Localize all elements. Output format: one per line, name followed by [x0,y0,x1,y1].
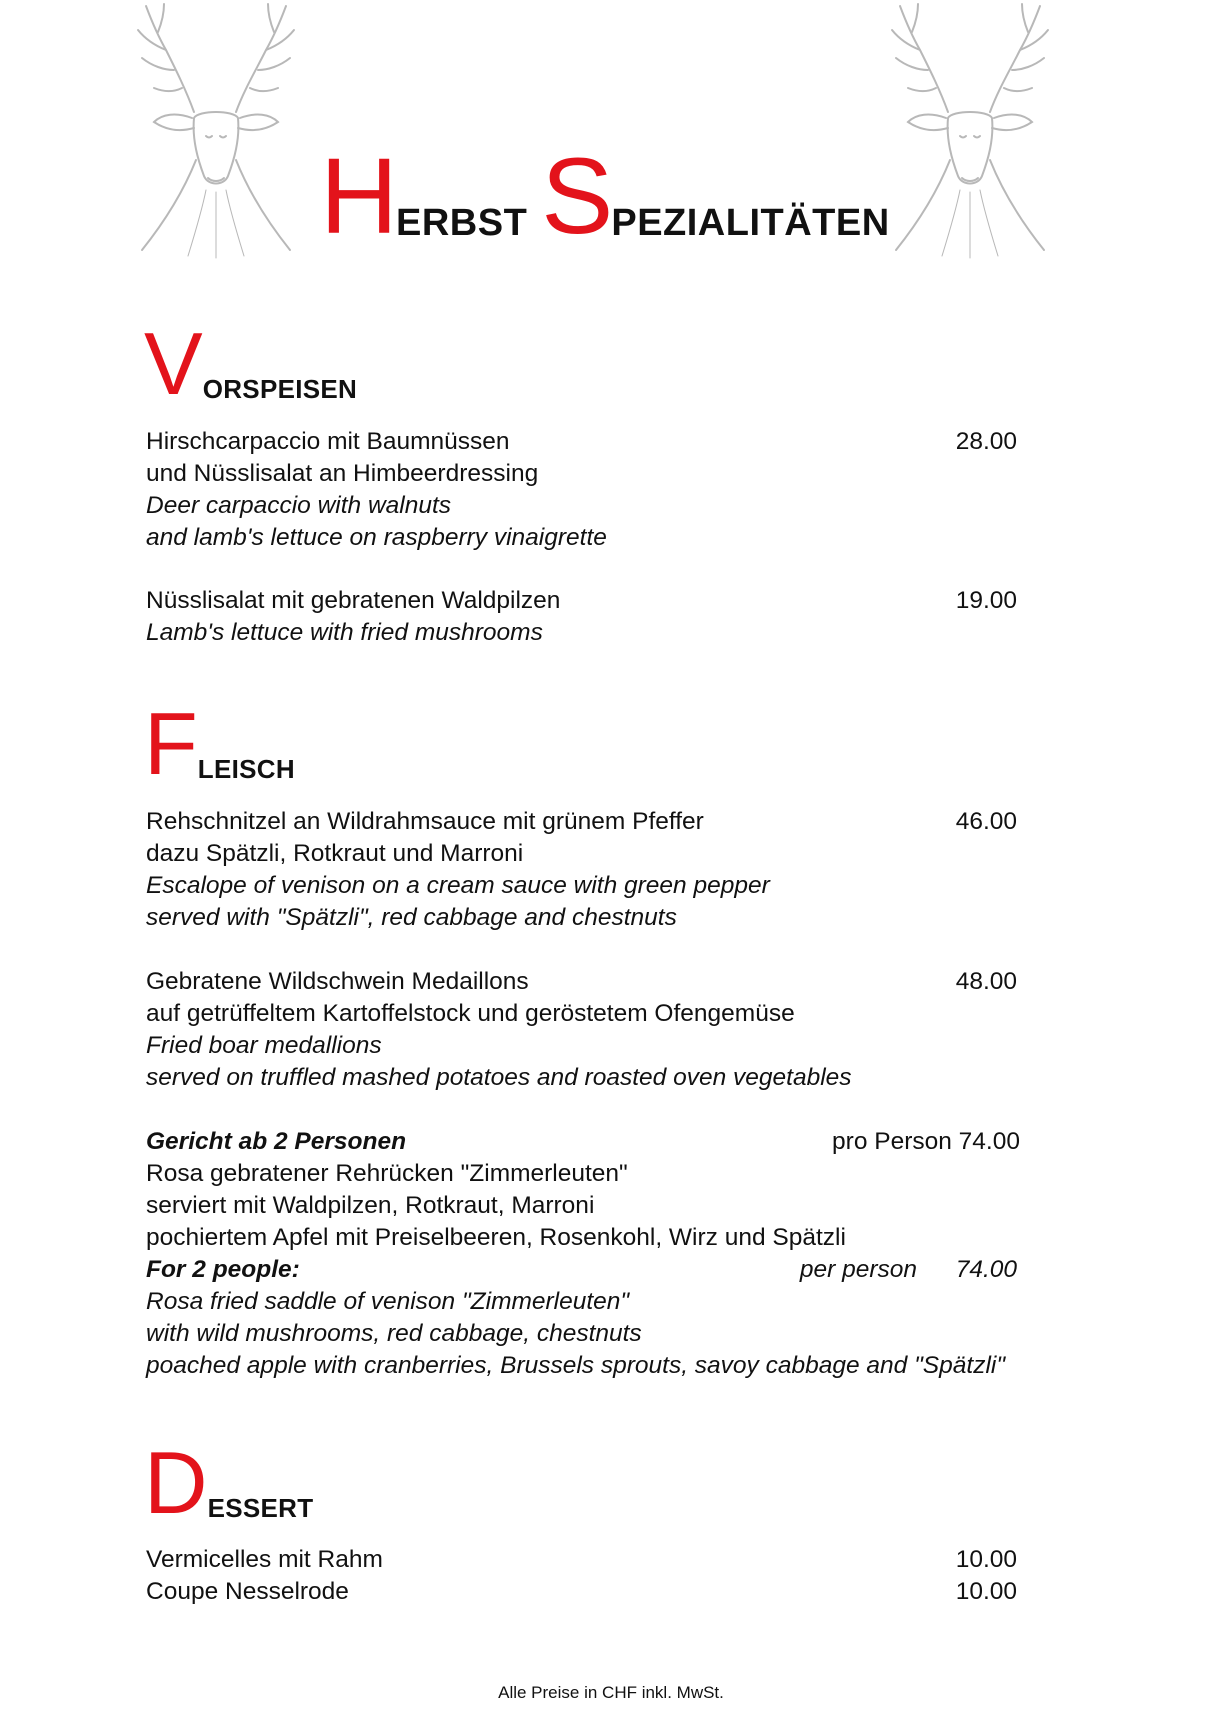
section-heading-vorspeisen [144,314,358,413]
item-desc-en: served on truffled mashed potatoes and roasted oven vegetables [146,1064,852,1091]
item-desc-de: dazu Spätzli, Rotkraut und Marroni [146,840,524,867]
item-price: 10.00 [955,1546,1017,1573]
section-title: LEISCH [197,754,295,784]
page-title [320,135,890,256]
item-desc-de: und Nüsslisalat an Himbeerdressing [146,460,539,487]
section-initial: F [144,694,198,793]
price-footnote: Alle Preise in CHF inkl. MwSt. [498,1683,724,1702]
deer-head-sketch-icon [890,0,1050,262]
item-price: 10.00 [955,1578,1017,1605]
item-name-en: Deer carpaccio with walnuts [146,492,452,519]
item-name-en: Fried boar medallions [146,1032,382,1059]
item-name-de: Gebratene Wildschwein Medaillons [146,968,529,995]
item-heading-en: For 2 people: [146,1256,300,1283]
item-price: 46.00 [955,808,1017,835]
title-initial-h: H [320,135,396,256]
item-desc-de-3: pochiertem Apfel mit Preiselbeeren, Rosenkohl, Wirz und Spätzli [146,1224,846,1251]
item-price: 48.00 [955,968,1017,995]
item-price: 28.00 [955,428,1017,455]
section-heading-fleisch [144,694,295,793]
item-desc-en: and lamb's lettuce on raspberry vinaigrette [146,524,607,551]
item-price: 19.00 [955,587,1017,614]
title-word-herbst: ERBST [396,202,528,244]
item-name-en: Lamb's lettuce with fried mushrooms [146,619,543,646]
section-initial: D [144,1433,208,1532]
item-heading-de: Gericht ab 2 Personen [146,1128,407,1155]
item-desc-en-3: poached apple with cranberries, Brussels sprouts, savoy cabbage and "Spätzli" [146,1352,1006,1379]
item-price-en: 74.00 [955,1256,1017,1283]
item-price-label-en: per person [799,1256,917,1283]
item-name-de: Hirschcarpaccio mit Baumnüssen [146,428,510,455]
item-desc-de-1: Rosa gebratener Rehrücken "Zimmerleuten" [146,1160,628,1187]
title-initial-s: S [541,135,612,256]
item-price-de: pro Person 74.00 [832,1128,1020,1155]
item-name-en: Escalope of venison on a cream sauce with green pepper [146,872,770,899]
item-desc-de: auf getrüffeltem Kartoffelstock und geröstetem Ofengemüse [146,1000,795,1027]
title-word-spezialitaeten: PEZIALITÄTEN [611,202,890,244]
item-name-de: Vermicelles mit Rahm [146,1546,383,1573]
section-title: ESSERT [207,1493,314,1523]
item-name-de: Nüsslisalat mit gebratenen Waldpilzen [146,587,561,614]
item-desc-en-1: Rosa fried saddle of venison "Zimmerleuten" [146,1288,630,1315]
item-name-de: Coupe Nesselrode [146,1578,349,1605]
item-name-de: Rehschnitzel an Wildrahmsauce mit grünem Pfeffer [146,808,704,835]
section-title: ORSPEISEN [202,374,358,404]
item-desc-en: served with "Spätzli", red cabbage and chestnuts [146,904,677,931]
deer-head-sketch-icon [136,0,296,262]
section-heading-dessert [144,1433,314,1532]
section-initial: V [144,314,203,413]
item-desc-de-2: serviert mit Waldpilzen, Rotkraut, Marroni [146,1192,595,1219]
item-desc-en-2: with wild mushrooms, red cabbage, chestnuts [146,1320,642,1347]
